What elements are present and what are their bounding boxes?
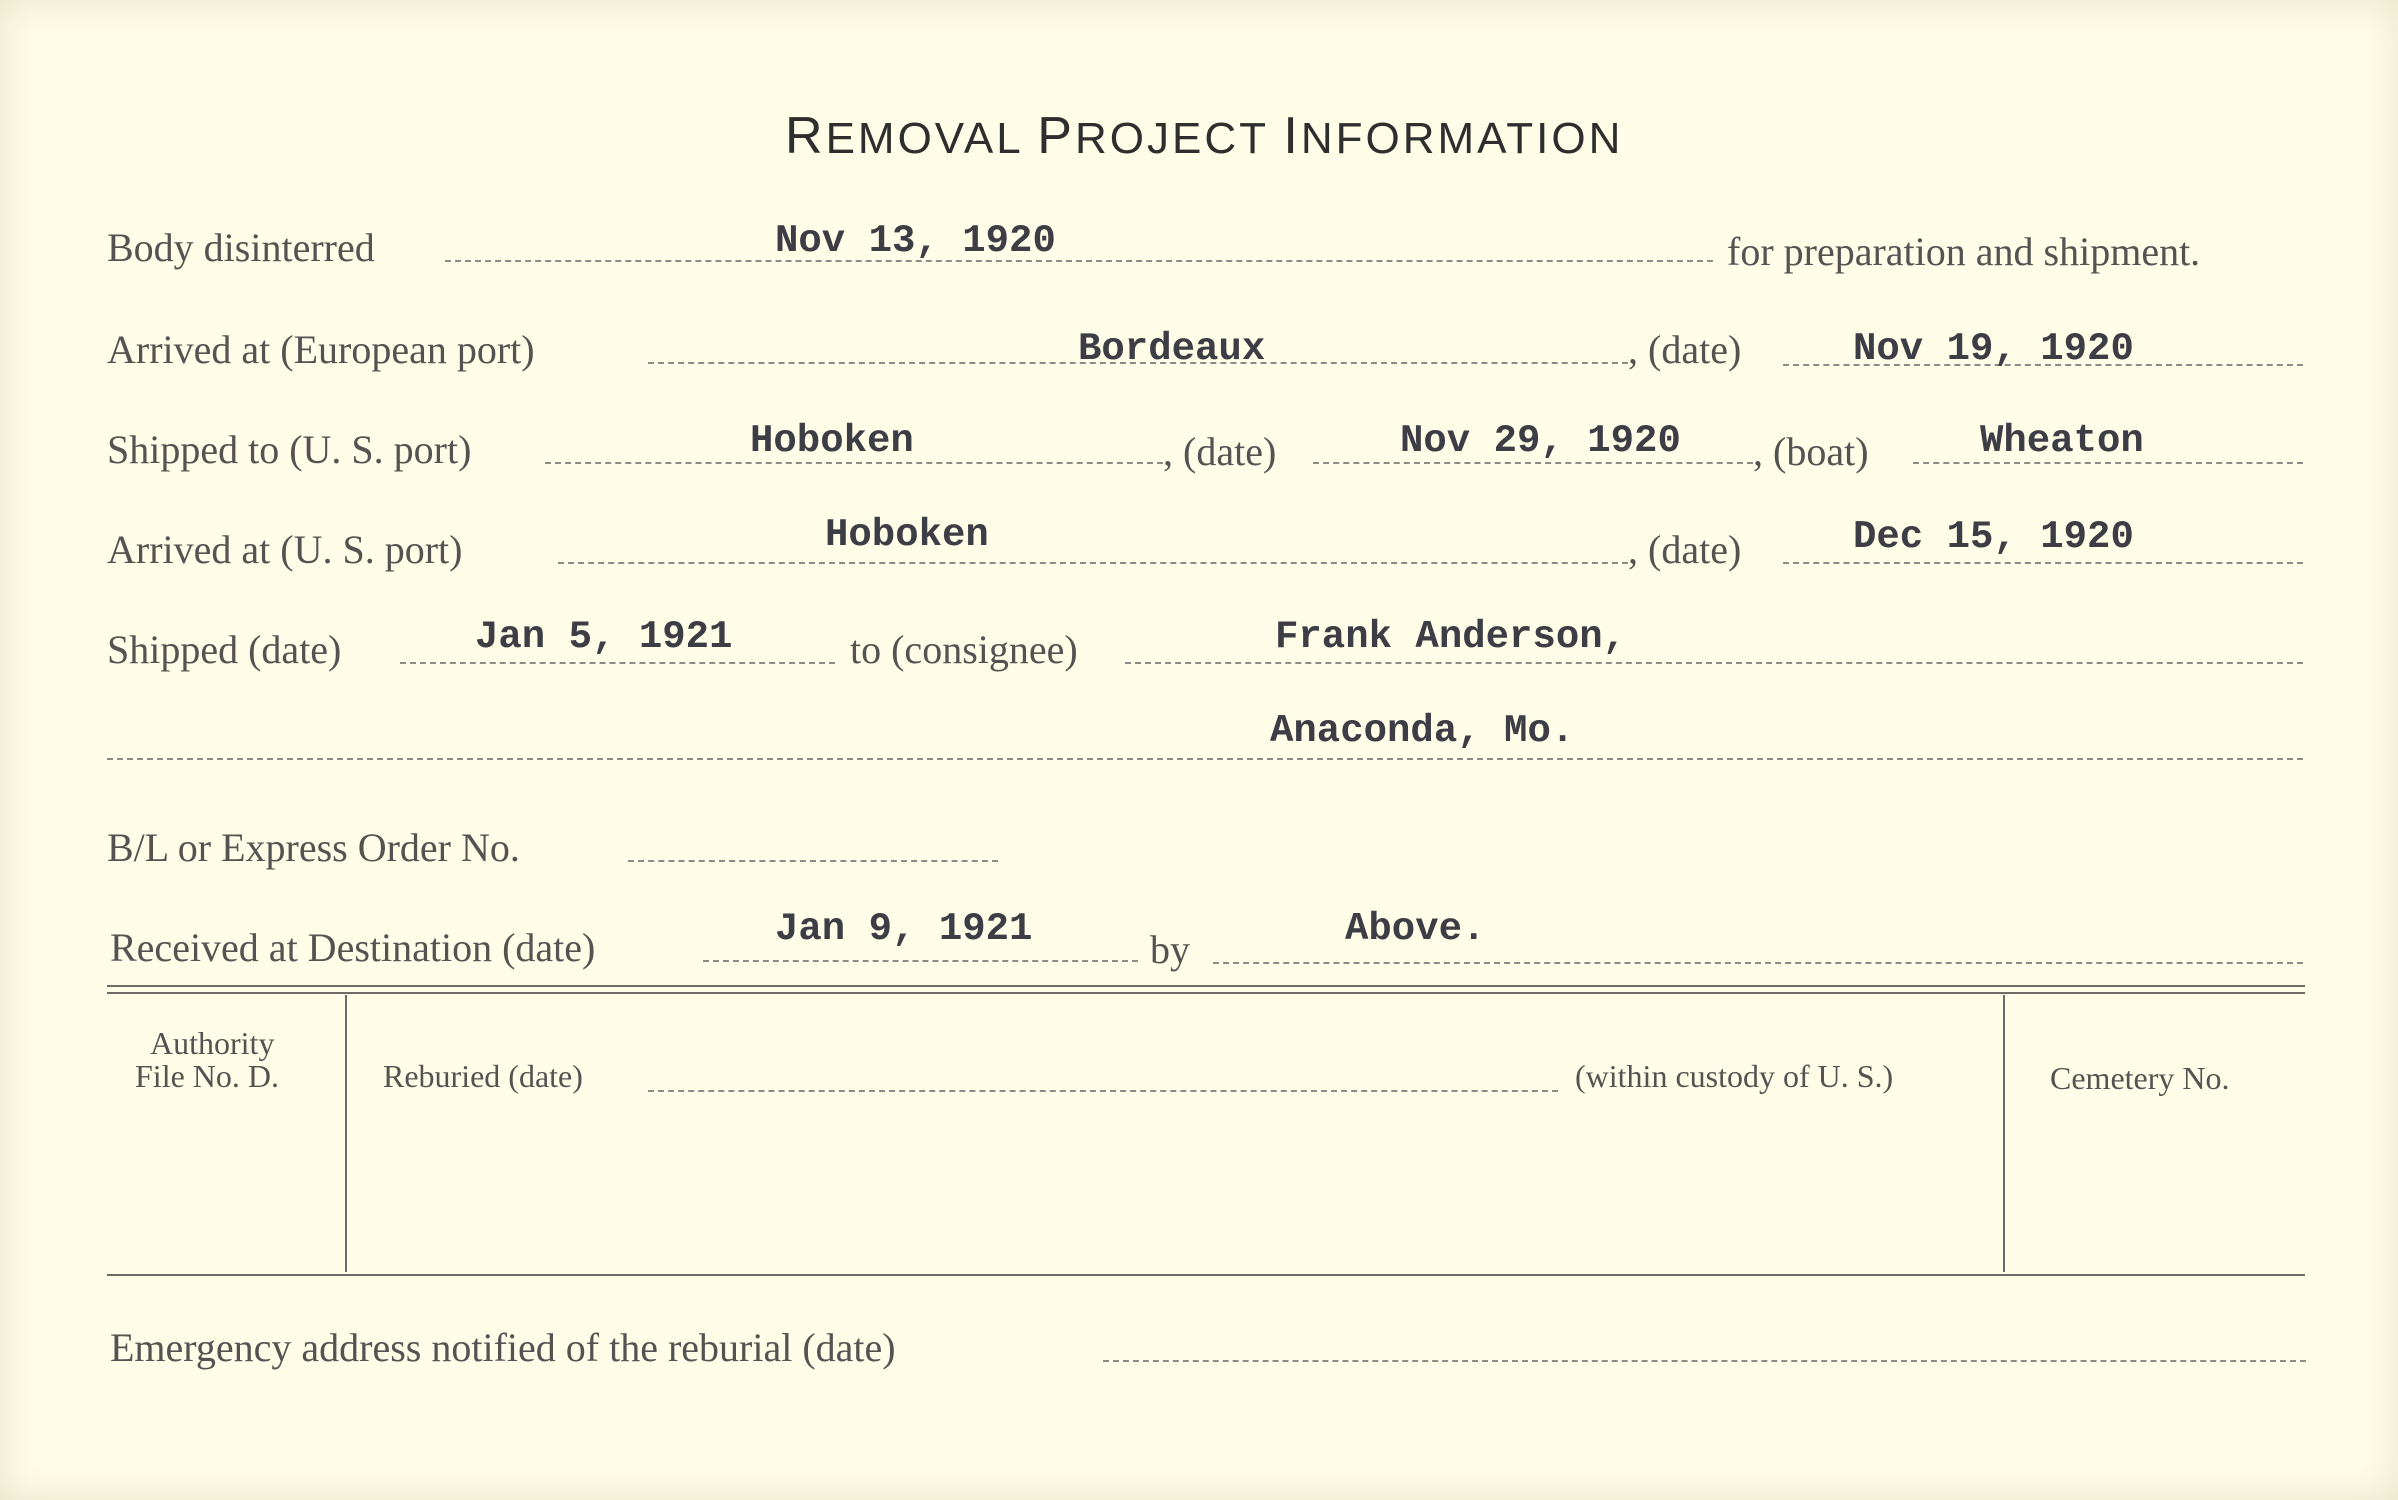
field-line-us-arrival-date — [1783, 562, 2303, 564]
field-line-reburied-date — [648, 1090, 1558, 1092]
double-rule-bottom — [107, 992, 2305, 994]
value-us-port-arrived[interactable]: Hoboken — [825, 513, 989, 557]
label-received-destination: Received at Destination (date) — [110, 925, 596, 970]
value-european-port[interactable]: Bordeaux — [1078, 327, 1266, 371]
label-date-2: , (date) — [1163, 429, 1277, 474]
label-emergency-address: Emergency address notified of the reburial (date) — [110, 1325, 896, 1370]
box-bottom-rule — [107, 1274, 2305, 1276]
label-arrived-us-port: Arrived at (U. S. port) — [107, 527, 463, 572]
label-boat: , (boat) — [1753, 429, 1869, 474]
field-line-consignee-1 — [1125, 662, 2303, 664]
label-cemetery-no: Cemetery No. — [2050, 1060, 2230, 1096]
label-shipped-date: Shipped (date) — [107, 627, 342, 672]
field-line-received-by — [1213, 962, 2303, 964]
label-reburied-date: Reburied (date) — [383, 1058, 583, 1094]
field-line-emergency-date — [1103, 1360, 2306, 1362]
label-arrived-european-port: Arrived at (European port) — [107, 327, 535, 372]
field-line-shipped-date — [400, 662, 835, 664]
label-authority: Authority — [150, 1025, 275, 1061]
label-for-preparation: for preparation and shipment. — [1727, 229, 2201, 274]
double-rule-top — [107, 985, 2305, 987]
field-line-disinterred — [445, 260, 1713, 262]
label-date-1: , (date) — [1628, 327, 1742, 372]
value-received-date[interactable]: Jan 9, 1921 — [775, 907, 1033, 951]
field-line-us-port-arrived — [558, 562, 1628, 564]
field-line-received-date — [703, 960, 1138, 962]
label-shipped-to-us-port: Shipped to (U. S. port) — [107, 427, 472, 472]
value-european-arrival-date[interactable]: Nov 19, 1920 — [1853, 327, 2134, 371]
label-date-3: , (date) — [1628, 527, 1742, 572]
label-file-no: File No. D. — [135, 1058, 279, 1094]
value-us-shipped-date[interactable]: Nov 29, 1920 — [1400, 419, 1681, 463]
field-line-consignee-2 — [107, 758, 2303, 760]
label-bl-express-order: B/L or Express Order No. — [107, 825, 520, 870]
field-line-bl-order — [628, 860, 998, 862]
value-shipped-date[interactable]: Jan 5, 1921 — [475, 615, 733, 659]
label-within-custody: (within custody of U. S.) — [1575, 1058, 1894, 1094]
label-by: by — [1150, 927, 1190, 972]
value-disinterred-date[interactable]: Nov 13, 1920 — [775, 219, 1056, 263]
value-us-arrival-date[interactable]: Dec 15, 1920 — [1853, 515, 2134, 559]
form-title: REMOVAL PROJECT INFORMATION — [785, 107, 1624, 165]
box-divider-right — [2003, 995, 2005, 1272]
value-consignee-line1[interactable]: Frank Anderson, — [1275, 615, 1627, 659]
label-to-consignee: to (consignee) — [850, 627, 1078, 672]
value-received-by[interactable]: Above. — [1345, 907, 1486, 951]
value-us-port-shipped[interactable]: Hoboken — [750, 419, 914, 463]
box-divider-left — [345, 995, 347, 1272]
label-body-disinterred: Body disinterred — [107, 225, 375, 270]
value-consignee-line2[interactable]: Anaconda, Mo. — [1270, 709, 1575, 753]
value-boat[interactable]: Wheaton — [1980, 419, 2144, 463]
